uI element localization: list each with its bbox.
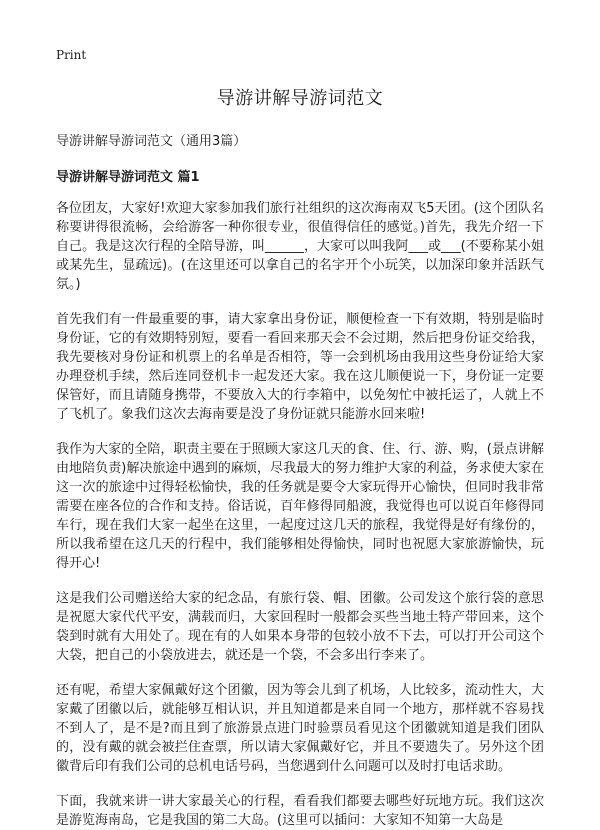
section-heading: 导游讲解导游词范文 篇1 bbox=[56, 170, 200, 185]
paragraph: 首先我们有一件最重要的事，请大家拿出身份证，顺便检查一下有效期，特别是临时身份证，它的有效期特别短，要看一看回来那天会不会过期，然后把身份证交给我，我先要核对身份证和机票上的名单是否相符，等一会到机场由我用这些身份证给大家办理登机手续，然后连同登机卡一起发还大家。我在这儿顺便说一下，身份证一定要保管好，而且请随身携带，不要放入大的行李箱中，以免匆忙中被托运了，人就上不了飞机了。象我们这次去海南要是没了身份证就只能游水回来啦! bbox=[56, 312, 544, 422]
paragraph: 这是我们公司赠送给大家的纪念品，有旅行袋、帽、团徽。公司发这个旅行袋的意思是祝愿大家代代平安，满载而归，大家回程时一般都会买些当地土特产带回来，这个袋到时就有大用处了。现在有的人如果本身带的包较小放不下去，可以打开公司这个大袋，把自己的小袋放进去，就还是一个袋，不会多出行李来了。 bbox=[56, 591, 544, 663]
document-title: 导游讲解导游词范文 bbox=[216, 88, 384, 109]
paragraph: 各位团友，大家好!欢迎大家参加我们旅行社组织的这次海南双飞5天团。(这个团队名称要讲得很流畅，会给游客一种你很专业，很值得信任的感觉。)首先，我先介绍一下自己。我是这次行程的全陪导游，叫______，大家可以叫我阿___或___(不要称某小姐或某先生，显疏远)。(在这里还可以拿自己的名字开个小玩笑，以加深印象并活跃气氛。) bbox=[56, 201, 544, 292]
document-subtitle: 导游讲解导游词范文（通用3篇） bbox=[56, 134, 247, 149]
paragraph: 我作为大家的全陪，职责主要在于照顾大家这几天的食、住、行、游、购，(景点讲解由地陪负责)解决旅途中遇到的麻烦，尽我最大的努力维护大家的利益，务求使大家在这一次的旅途中过得轻松愉快，我的任务就是要令大家玩得开心愉快，但同时我非常需要在座各位的合作和支持。俗话说，百年修得同船渡，我觉得也可以说百年修得同车行，现在我们大家一起坐在这里，一起度过这几天的旅程，我觉得是好有缘份的，所以我希望在这几天的行程中，我们能够相处得愉快，同时也祝愿大家旅游愉快，玩得开心! bbox=[56, 442, 544, 571]
paragraph: 还有呢，希望大家佩戴好这个团徽，因为等会儿到了机场，人比较多，流动性大，大家戴了团徽以后，就能够互相认识，并且知道都是来自同一个地方，那样就不容易找不到人了，是不是?而且到了旅游景点进门时验票员看见这个团徽就知道是我们团队的，没有戴的就会被拦住查票，所以请大家佩戴好它，并且不要遗失了。另外这个团徽背后印有我们公司的总机电话号码，当您遇到什么问题可以及时打电话求助。 bbox=[56, 683, 544, 774]
paragraph: 下面，我就来讲一讲大家最关心的行程，看看我们都要去哪些好玩地方玩。我们这次是游览海南岛，它是我国的第二大岛。(这里可以插问：大家知不知第一大岛是 bbox=[56, 794, 544, 828]
print-link[interactable]: Print bbox=[56, 48, 87, 62]
